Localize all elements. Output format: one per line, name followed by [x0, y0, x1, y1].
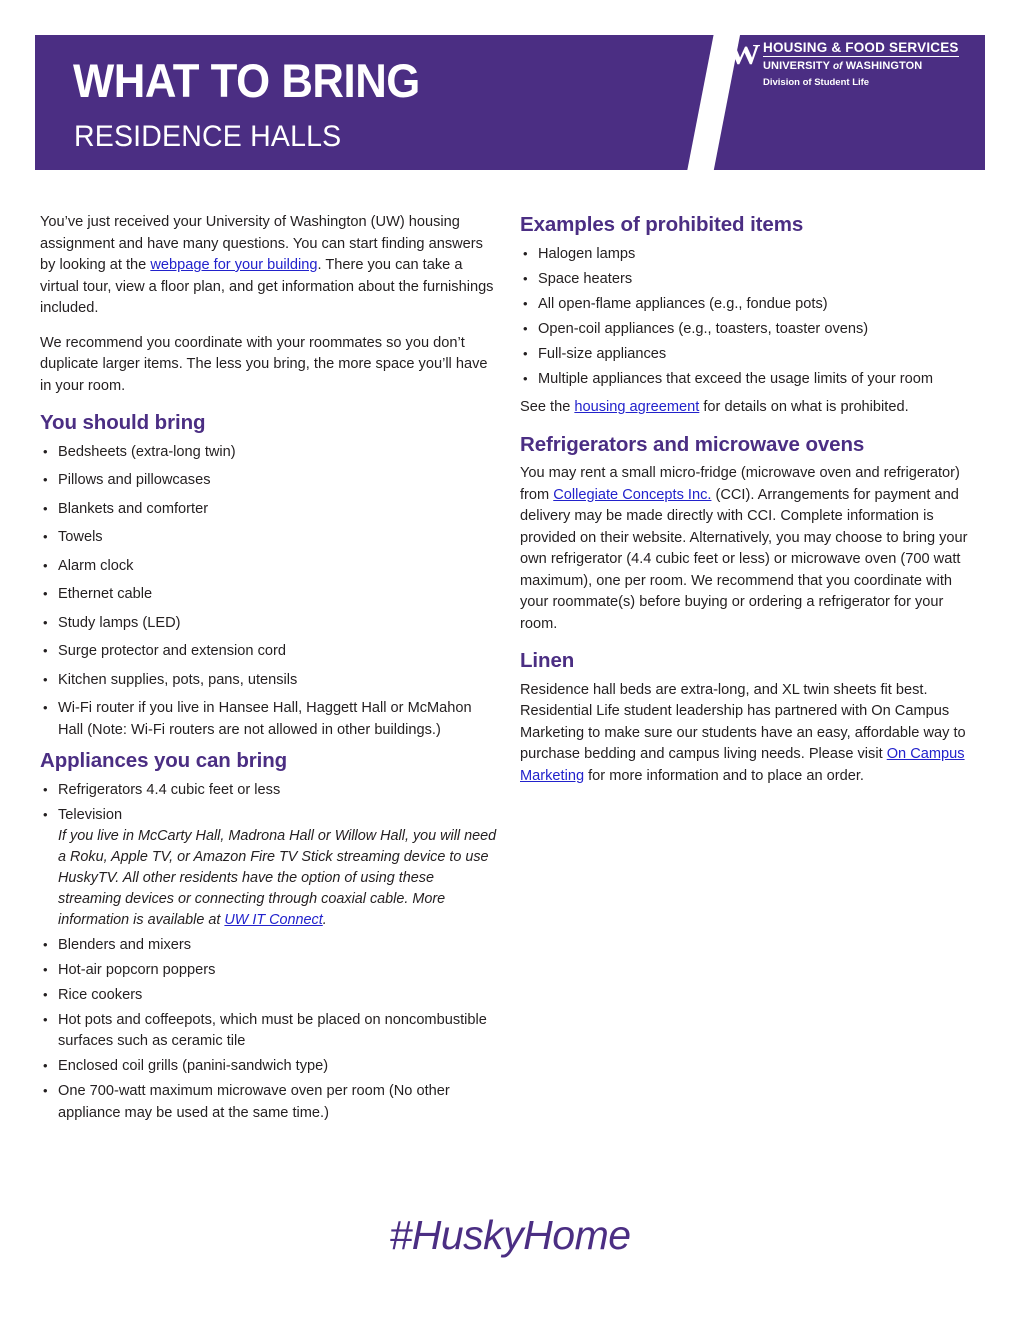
link-webpage-for-your-building[interactable]: webpage for your building: [150, 257, 318, 273]
link-uw-it-connect[interactable]: UW IT Connect: [224, 912, 323, 929]
list-item: • Ethernet cable: [40, 584, 500, 606]
list-item: • Rice cookers: [40, 985, 500, 1007]
list-item: • Space heaters: [520, 269, 980, 291]
list-item: • Bedsheets (extra-long twin): [40, 442, 500, 464]
list-item: • Open-coil appliances (e.g., toasters, toaster ovens): [520, 319, 980, 341]
list-item: • Kitchen supplies, pots, pans, utensils: [40, 670, 500, 692]
link-housing-agreement[interactable]: housing agreement: [574, 399, 700, 416]
list-item: • Pillows and pillowcases: [40, 470, 500, 492]
list-item: • Surge protector and extension cord: [40, 641, 500, 663]
link-collegiate-concepts-inc[interactable]: Collegiate Concepts Inc.: [553, 486, 712, 503]
logo-uni-of: of: [832, 61, 843, 72]
page-title: WHAT TO BRING: [73, 54, 420, 107]
television-label: Television: [58, 806, 123, 823]
intro-p1-part-a: You’ve just received your University of Washington (UW) housing assignment and have many questions. You can start finding answers by looking at the: [40, 214, 483, 273]
list-you-should-bring: [40, 442, 500, 742]
list-item: • Hot-air popcorn poppers: [40, 960, 500, 982]
list-item: • Multiple appliances that exceed the usage limits of your room: [520, 369, 980, 391]
uw-housing-logo: [728, 40, 959, 89]
prohibited-note-part-b: for details on what is prohibited.: [699, 399, 909, 416]
list-item: • Refrigerators 4.4 cubic feet or less: [40, 780, 500, 802]
logo-uni-post: WASHINGTON: [842, 60, 923, 72]
fridge-text-part-b: (CCI). Arrangements for payment and delivery may be made directly with CCI. Complete information is provided on their website. Alternatively, you may choose to bring your own refrigerator (4.4 cubic feet or less) or microwave oven (700 watt maximum), one per room. We recommend that you coordinate with your roommate(s) before buying or ordering a refrigerator for your room.: [520, 486, 968, 632]
list-item: • Towels: [40, 527, 500, 549]
heading-examples-of-prohibited-items: Examples of prohibited items: [520, 213, 804, 236]
linen-paragraph: [520, 680, 980, 788]
list-item: • Alarm clock: [40, 556, 500, 578]
heading-appliances-you-can-bring: Appliances you can bring: [40, 749, 288, 773]
list-item: • Wi-Fi router if you live in Hansee Hall, Haggett Hall or McMahon Hall (Note: Wi-Fi routers are not allowed in other buildings.): [40, 698, 500, 741]
intro-paragraph-1: [40, 212, 500, 320]
heading-you-should-bring: You should bring: [40, 411, 206, 434]
right-column: [520, 212, 980, 787]
list-appliances-you-can-bring: [40, 780, 500, 1125]
logo-line-housing-food-services: HOUSING & FOOD SERVICES: [763, 40, 959, 55]
refrigerators-paragraph: [520, 463, 980, 635]
television-note-part-a: If you live in McCarty Hall, Madrona Hall or Willow Hall, you will need a Roku, Apple TV, or Amazon Fire TV Stick streaming device to use HuskyTV. All other residents have the option of using these streaming devices or connecting through coaxial cable. More information is available at: [58, 828, 497, 929]
list-item: • Blenders and mixers: [40, 935, 500, 957]
uw-w-mark-icon: W: [728, 39, 760, 71]
link-on-campus-marketing[interactable]: On Campus Marketing: [520, 746, 965, 784]
list-prohibited-items: [520, 244, 980, 391]
list-item: • Hot pots and coffeepots, which must be placed on noncombustible surfaces such as ceramic tile: [40, 1010, 500, 1053]
list-item: • All open-flame appliances (e.g., fondue pots): [520, 294, 980, 316]
list-item: • Blankets and comforter: [40, 499, 500, 521]
linen-text-part-b: for more information and to place an order.: [584, 767, 864, 784]
heading-refrigerators-and-microwave-ovens: Refrigerators and microwave ovens: [520, 432, 865, 456]
linen-text-part-a: Residence hall beds are extra-long, and XL twin sheets fit best. Residential Life student leadership has partnered with On Campus Marketing to make sure our students have an easy, affordable way to purchase bedding and campus living needs. Please visit: [520, 681, 966, 763]
intro-p1-part-b: . There you can take a virtual tour, view a floor plan, and get information about the furnishings included.: [40, 257, 494, 316]
fridge-text-part-a: You may rent a small micro-fridge (microwave oven and refrigerator) from: [520, 465, 960, 503]
list-item: • Halogen lamps: [520, 244, 980, 266]
list-item: • One 700-watt maximum microwave oven per room (No other appliance may be used at the same time.): [40, 1081, 500, 1124]
television-note: [58, 826, 500, 931]
intro-paragraph-2: We recommend you coordinate with your roommates so you don’t duplicate larger items. The less you bring, the more space you’ll have in your room.: [40, 334, 488, 394]
list-item-television: [40, 805, 500, 932]
logo-uni-pre: UNIVERSITY: [763, 60, 833, 72]
prohibited-note: [520, 397, 980, 419]
television-note-part-b: .: [322, 912, 327, 929]
left-column: [40, 212, 500, 1128]
heading-linen: Linen: [520, 649, 575, 673]
page-subtitle: RESIDENCE HALLS: [74, 120, 342, 153]
list-item: • Study lamps (LED): [40, 613, 500, 635]
logo-text-lines: [763, 40, 959, 89]
footer-hashtag: #HuskyHome: [389, 1212, 631, 1258]
list-item: • Enclosed coil grills (panini-sandwich type): [40, 1056, 500, 1078]
prohibited-note-part-a: See the: [520, 399, 575, 416]
logo-line-university-of-washington: [763, 59, 959, 74]
list-item: • Full-size appliances: [520, 344, 980, 366]
logo-line-division-student-life: Division of Student Life: [763, 77, 870, 88]
